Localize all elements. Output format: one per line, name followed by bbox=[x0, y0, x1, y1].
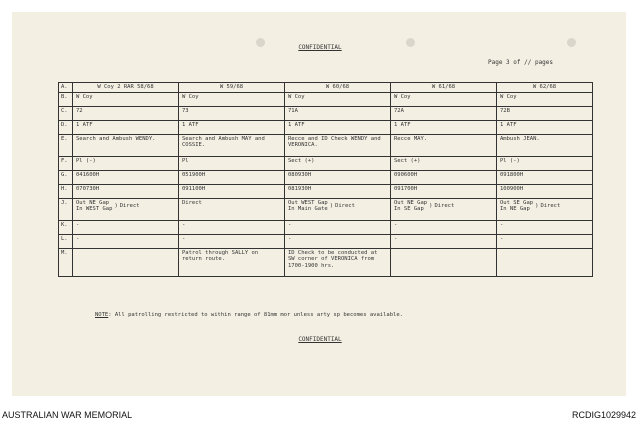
row-label: A. bbox=[59, 83, 73, 93]
archive-source: AUSTRALIAN WAR MEMORIAL bbox=[2, 410, 133, 420]
table-header-row bbox=[59, 83, 593, 93]
table-cell: 070730H bbox=[73, 184, 179, 198]
table-cell: Pl (-) bbox=[497, 156, 593, 170]
route-cell bbox=[76, 200, 175, 213]
route-type: Direct bbox=[335, 202, 355, 209]
route-type: Direct bbox=[540, 202, 561, 209]
table-row bbox=[59, 184, 593, 198]
table-cell: W Coy bbox=[285, 92, 391, 106]
row-label: B. bbox=[59, 92, 73, 106]
row-label: K. bbox=[59, 220, 73, 234]
table-cell: 090600H bbox=[391, 170, 497, 184]
table-cell: 1 ATF bbox=[73, 120, 179, 134]
table-cell: 051900H bbox=[179, 170, 285, 184]
route-cell bbox=[288, 200, 387, 213]
classification-top: CONFIDENTIAL bbox=[298, 44, 342, 51]
table-cell: Recce MAY. bbox=[391, 134, 497, 156]
route-cell bbox=[394, 200, 493, 213]
table-cell: Sect (+) bbox=[285, 156, 391, 170]
table-row bbox=[59, 156, 593, 170]
table-cell: Patrol through SALLY on return route. bbox=[179, 248, 285, 276]
route-brace: ) bbox=[114, 202, 118, 209]
record-id: RCDIG1029942 bbox=[571, 410, 636, 420]
table-cell: ID Check to be conducted at SW corner of VERONICA from 1700-1900 hrs. bbox=[285, 248, 391, 276]
table-cell: 091700H bbox=[391, 184, 497, 198]
row-label: M. bbox=[59, 248, 73, 276]
table-cell bbox=[391, 248, 497, 276]
patrol-table bbox=[58, 82, 593, 277]
route-line: Out WEST Gap bbox=[288, 199, 328, 206]
table-cell: Pl bbox=[179, 156, 285, 170]
column-header: W 62/68 bbox=[497, 83, 593, 93]
table-cell: - bbox=[73, 234, 179, 248]
route-brace: ) bbox=[329, 202, 334, 209]
route-brace: ) bbox=[535, 202, 539, 209]
table-cell: - bbox=[179, 234, 285, 248]
table-cell: 1 ATF bbox=[497, 120, 593, 134]
table-row bbox=[59, 134, 593, 156]
table-cell: 1 ATF bbox=[391, 120, 497, 134]
table-cell: 080930H bbox=[285, 170, 391, 184]
table-cell: 1 ATF bbox=[285, 120, 391, 134]
table-cell: W Coy bbox=[391, 92, 497, 106]
column-header: W 59/68 bbox=[179, 83, 285, 93]
route-line: In NE Gap bbox=[500, 206, 530, 212]
note bbox=[95, 312, 403, 318]
route-line: Out SE Gap bbox=[500, 199, 534, 206]
table-cell: W Coy bbox=[73, 92, 179, 106]
table-row bbox=[59, 198, 593, 220]
table-cell: 71A bbox=[285, 106, 391, 120]
table-row bbox=[59, 92, 593, 106]
column-header: W Coy 2 RAR 58/68 bbox=[73, 83, 179, 93]
table-cell: Ambush JEAN. bbox=[497, 134, 593, 156]
table-cell: 72B bbox=[497, 106, 593, 120]
table-cell: Direct bbox=[179, 198, 285, 220]
table-cell bbox=[391, 198, 497, 220]
table-cell: - bbox=[497, 220, 593, 234]
row-label: D. bbox=[59, 120, 73, 134]
table-cell: Search and Ambush WENDY. bbox=[73, 134, 179, 156]
row-label: C. bbox=[59, 106, 73, 120]
route-line: In Main Gate bbox=[288, 206, 328, 212]
table-row bbox=[59, 120, 593, 134]
table-row bbox=[59, 248, 593, 276]
table-cell bbox=[73, 248, 179, 276]
table-row bbox=[59, 106, 593, 120]
row-label: H. bbox=[59, 184, 73, 198]
row-label: E. bbox=[59, 134, 73, 156]
table-cell: Recce and ID Check WENDY and VERONICA. bbox=[285, 134, 391, 156]
table-cell: Search and Ambush MAY and COSSIE. bbox=[179, 134, 285, 156]
table-row bbox=[59, 220, 593, 234]
route-line: Out NE Gap bbox=[394, 199, 428, 206]
page-number: Page 3 of // pages bbox=[488, 59, 554, 66]
route-type: Direct bbox=[434, 202, 455, 209]
table-cell: - bbox=[73, 220, 179, 234]
table-cell: 1 ATF bbox=[179, 120, 285, 134]
row-label: F. bbox=[59, 156, 73, 170]
column-header: W 61/68 bbox=[391, 83, 497, 93]
table-cell: 72 bbox=[73, 106, 179, 120]
row-label: G. bbox=[59, 170, 73, 184]
table-cell bbox=[497, 198, 593, 220]
table-cell: 091100H bbox=[179, 184, 285, 198]
table-cell: - bbox=[391, 220, 497, 234]
route-type: Direct bbox=[119, 202, 140, 209]
row-label: L. bbox=[59, 234, 73, 248]
table-cell: 73 bbox=[179, 106, 285, 120]
route-line: Out NE Gap bbox=[76, 199, 110, 206]
table-cell: - bbox=[285, 234, 391, 248]
table-row bbox=[59, 234, 593, 248]
note-text: : All patrolling restricted to within range of 81mm mor unless arty sp becomes available. bbox=[108, 312, 403, 318]
table-cell: - bbox=[391, 234, 497, 248]
classification-bottom: CONFIDENTIAL bbox=[298, 336, 342, 343]
column-header: W 60/68 bbox=[285, 83, 391, 93]
table-cell bbox=[285, 198, 391, 220]
table-cell: 091800H bbox=[497, 170, 593, 184]
table-cell: - bbox=[179, 220, 285, 234]
table-row bbox=[59, 170, 593, 184]
table-cell: W Coy bbox=[179, 92, 285, 106]
row-label: J. bbox=[59, 198, 73, 220]
table-cell bbox=[497, 248, 593, 276]
table-cell: - bbox=[497, 234, 593, 248]
table-cell: 081930H bbox=[285, 184, 391, 198]
table-cell: Sect (+) bbox=[391, 156, 497, 170]
route-brace: ) bbox=[429, 202, 433, 209]
note-key: NOTE bbox=[95, 312, 109, 318]
table-cell: 100900H bbox=[497, 184, 593, 198]
table-cell: - bbox=[285, 220, 391, 234]
table-cell: 72A bbox=[391, 106, 497, 120]
table-cell: Pl (-) bbox=[73, 156, 179, 170]
table-cell: 041600H bbox=[73, 170, 179, 184]
table-cell bbox=[73, 198, 179, 220]
route-line: In SE Gap bbox=[394, 206, 424, 212]
route-cell bbox=[500, 200, 589, 213]
route-line: In WEST Gap bbox=[76, 206, 113, 212]
table-cell: W Coy bbox=[497, 92, 593, 106]
